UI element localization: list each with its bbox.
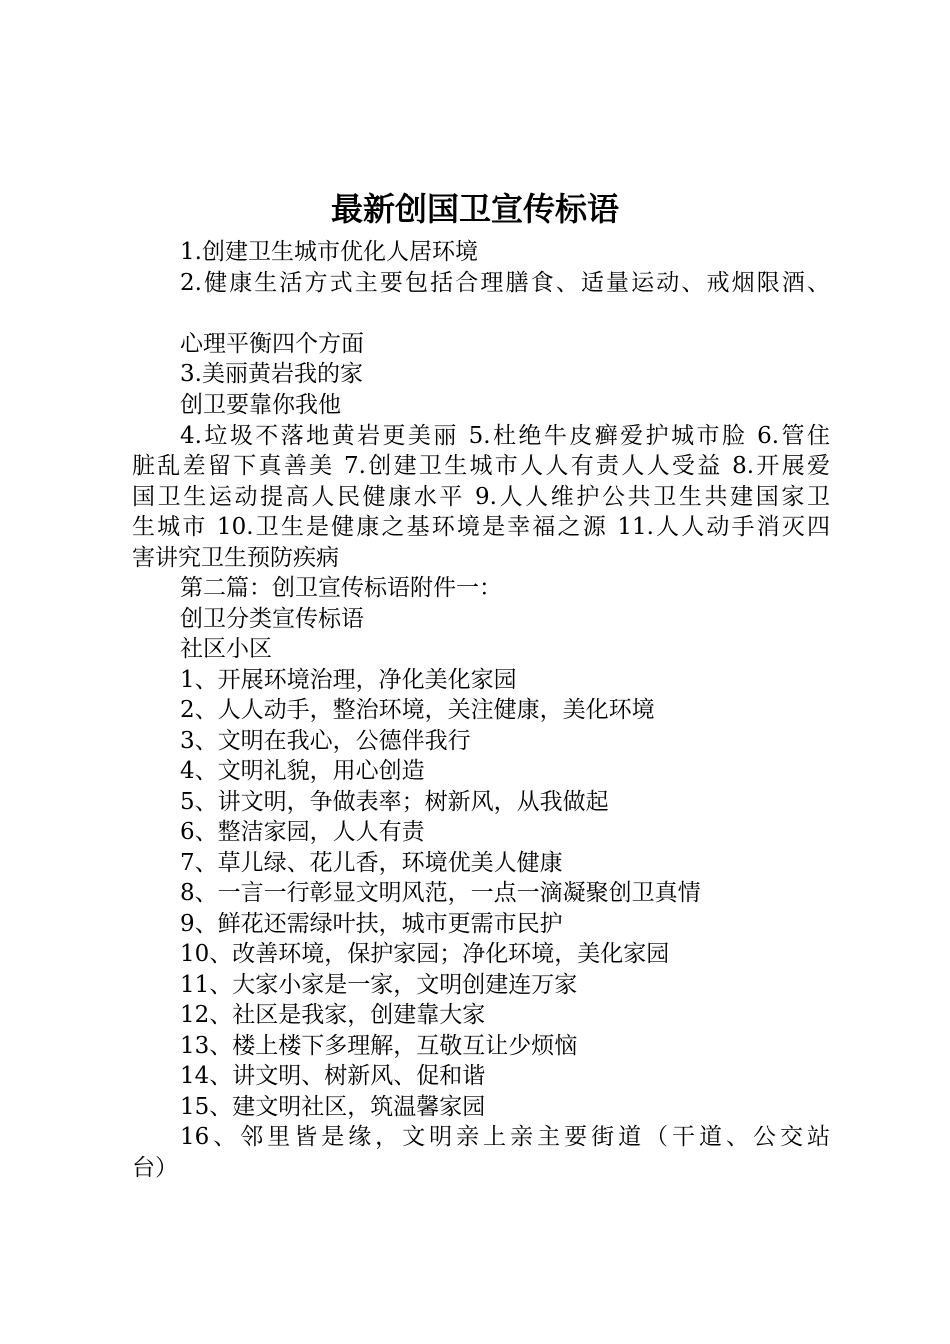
document-title: 最新创国卫宣传标语 — [330, 190, 619, 228]
text-line: 社区小区 — [180, 636, 272, 662]
text-line: 14、讲文明、树新风、促和谐 — [180, 1063, 486, 1089]
text-line: 3.美丽黄岩我的家 — [180, 361, 363, 387]
text-line: 13、楼上楼下多理解，互敬互让少烦恼 — [180, 1033, 578, 1059]
text-line: 7、草儿绿、花儿香，环境优美人健康 — [180, 850, 563, 876]
text-line: 创卫要靠你我他 — [180, 392, 341, 418]
text-line: 脏乱差留下真善美 7.创建卫生城市人人有责人人受益 8.开展爱 — [132, 453, 830, 479]
text-line: 12、社区是我家，创建靠大家 — [180, 1002, 486, 1028]
text-line: 2.健康生活方式主要包括合理膳食、适量运动、戒烟限酒、 — [180, 270, 830, 296]
text-line: 创卫分类宣传标语 — [180, 606, 364, 632]
text-line: 心理平衡四个方面 — [180, 331, 364, 357]
text-line: 1、开展环境治理，净化美化家园 — [180, 667, 517, 693]
text-line: 10、改善环境，保护家园；净化环境，美化家园 — [180, 941, 670, 967]
text-line: 4.垃圾不落地黄岩更美丽 5.杜绝牛皮癣爱护城市脸 6.管住 — [180, 423, 830, 449]
text-line: 1.创建卫生城市优化人居环境 — [180, 239, 478, 265]
text-line: 4、文明礼貌，用心创造 — [180, 758, 425, 784]
text-line: 5、讲文明，争做表率；树新风，从我做起 — [180, 789, 609, 815]
text-line: 第二篇：创卫宣传标语附件一： — [180, 575, 502, 601]
text-line: 16、邻里皆是缘，文明亲上亲主要街道（干道、公交站 — [180, 1124, 830, 1150]
text-line: 15、建文明社区，筑温馨家园 — [180, 1094, 486, 1120]
text-line: 国卫生运动提高人民健康水平 9.人人维护公共卫生共建国家卫 — [132, 484, 830, 510]
text-line: 2、人人动手，整治环境，关注健康，美化环境 — [180, 697, 655, 723]
text-line: 9、鲜花还需绿叶扶，城市更需市民护 — [180, 911, 563, 937]
text-line: 台） — [132, 1155, 178, 1181]
text-line: 6、整洁家园，人人有责 — [180, 819, 425, 845]
text-line: 3、文明在我心，公德伴我行 — [180, 728, 471, 754]
text-line: 8、一言一行彰显文明风范，一点一滴凝聚创卫真情 — [180, 880, 701, 906]
text-line: 11、大家小家是一家，文明创建连万家 — [180, 972, 578, 998]
text-line: 害讲究卫生预防疾病 — [132, 545, 339, 571]
text-line: 生城市 10.卫生是健康之基环境是幸福之源 11.人人动手消灭四 — [132, 514, 830, 540]
